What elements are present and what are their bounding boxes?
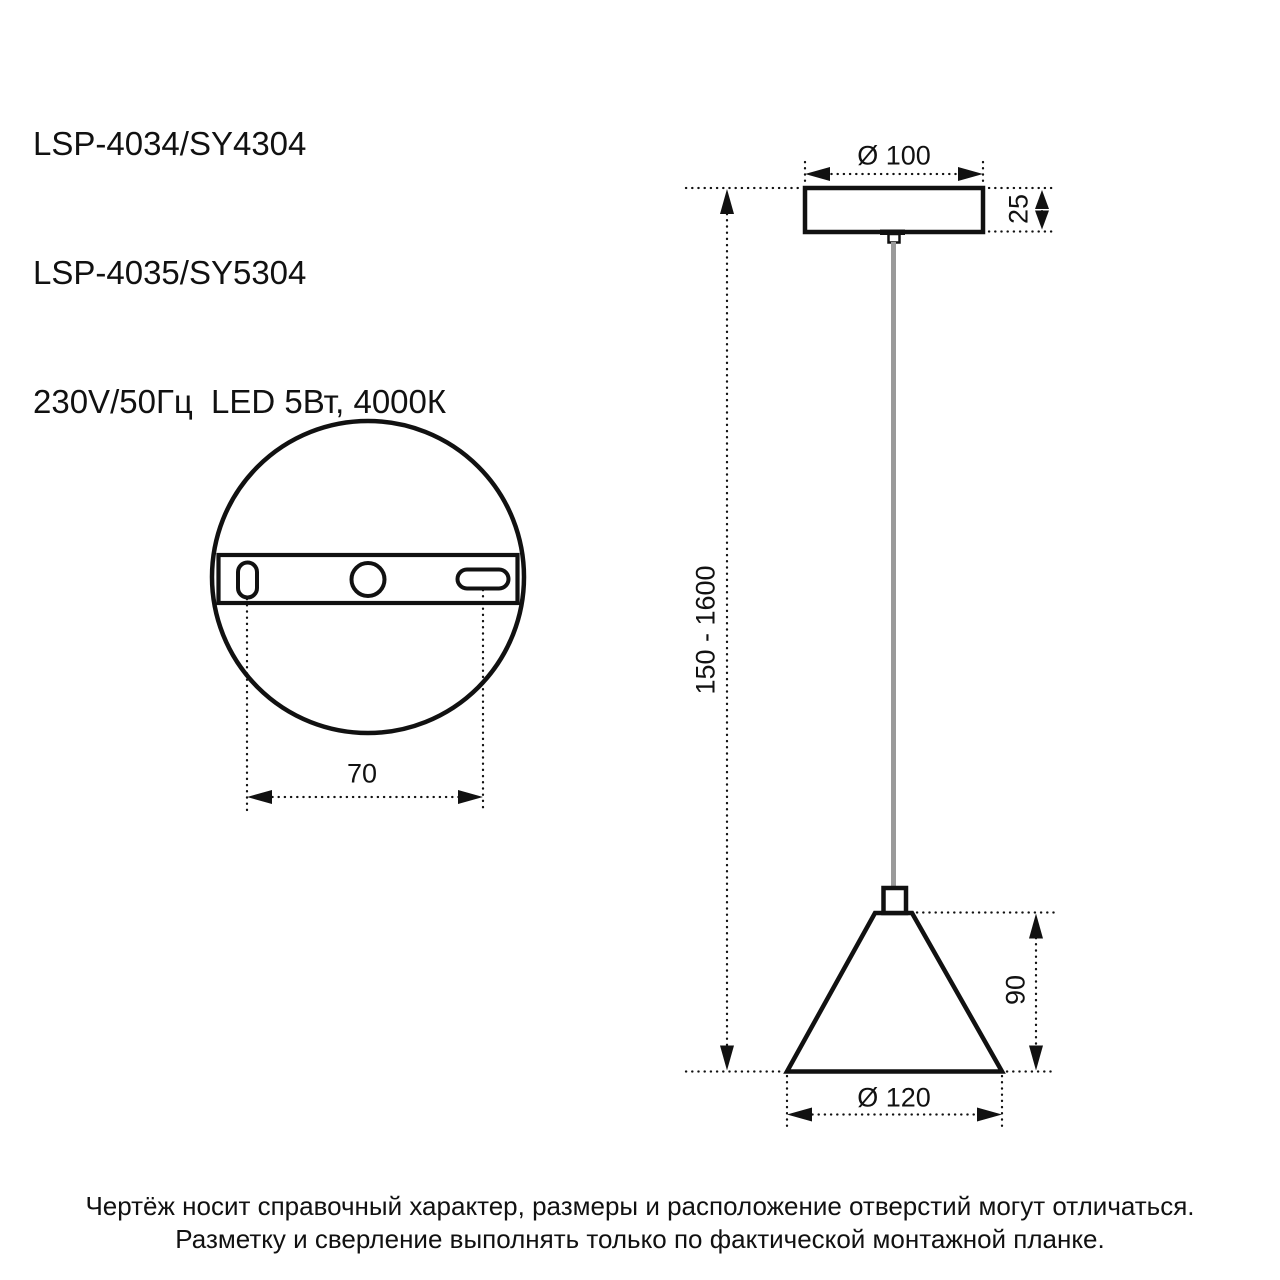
model-number-1: LSP-4034/SY4304 bbox=[33, 125, 307, 162]
canopy-height-label: 25 bbox=[1003, 193, 1034, 225]
arrow-up-icon bbox=[1035, 190, 1049, 209]
suspension-range-label: 150 - 1600 bbox=[690, 565, 721, 695]
arrow-up-icon bbox=[1029, 914, 1043, 939]
cord-grip bbox=[889, 234, 900, 243]
disclaimer-note bbox=[0, 1190, 1280, 1256]
ceiling-canopy bbox=[805, 188, 983, 232]
canopy-diameter-label: Ø 100 bbox=[857, 140, 931, 171]
arrow-down-icon bbox=[1035, 211, 1049, 230]
shade-diameter-label: Ø 120 bbox=[857, 1082, 931, 1113]
lamp-side-view bbox=[787, 188, 1002, 1072]
arrow-down-icon bbox=[720, 1046, 734, 1071]
hole-spacing-label: 70 bbox=[346, 758, 378, 789]
disclaimer-line-1: Чертёж носит справочный характер, размеры и расположение отверстий могут отличаться. bbox=[85, 1191, 1195, 1221]
arrow-right-icon bbox=[958, 167, 983, 181]
model-number-2: LSP-4035/SY5304 bbox=[33, 254, 307, 291]
arrow-right-icon bbox=[458, 790, 483, 804]
arrow-left-icon bbox=[247, 790, 272, 804]
arrow-down-icon bbox=[1029, 1046, 1043, 1071]
shade-height-label: 90 bbox=[1000, 974, 1031, 1006]
dimension-canopy-height-arrows bbox=[1035, 190, 1049, 230]
arrow-up-icon bbox=[720, 189, 734, 214]
disclaimer-line-2: Разметку и сверление выполнять только по фактической монтажной планке. bbox=[175, 1224, 1105, 1254]
electrical-specs: 230V/50Гц LED 5Вт, 4000К bbox=[33, 383, 447, 420]
arrow-left-icon bbox=[805, 167, 830, 181]
model-info bbox=[33, 36, 446, 509]
arrow-left-icon bbox=[787, 1108, 812, 1122]
lamp-socket bbox=[884, 888, 907, 913]
cone-shade bbox=[787, 913, 1002, 1072]
arrow-right-icon bbox=[977, 1108, 1002, 1122]
